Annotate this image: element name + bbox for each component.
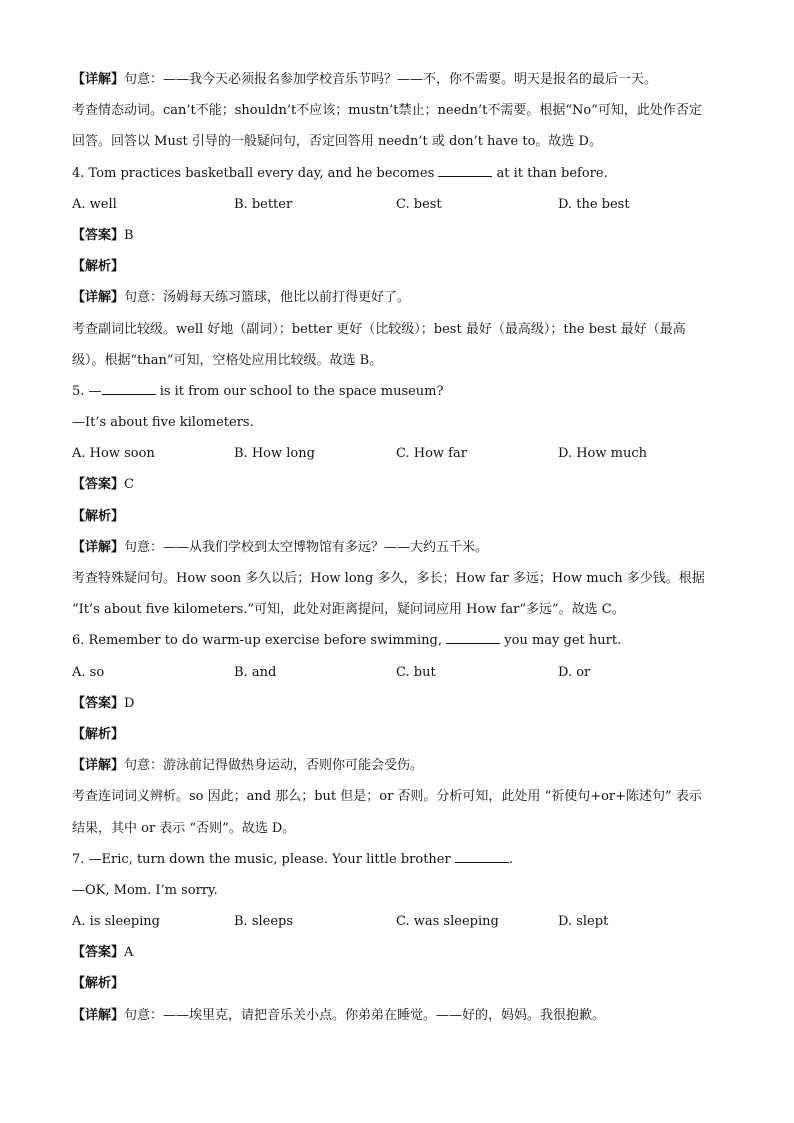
question-5-explanation-1: 考查特殊疑问句。How soon 多久以后；How long 多久，多长；How far 多远；How much 多少钱。根据 bbox=[72, 571, 705, 586]
detail-tag: 【详解】 bbox=[72, 758, 125, 774]
question-4-answer bbox=[72, 220, 724, 251]
detail-tag: 【详解】 bbox=[72, 1007, 125, 1023]
question-6-explanation-2: 结果，其中 or 表示 “否则”。故选 D。 bbox=[72, 820, 296, 836]
answer-blank bbox=[102, 382, 156, 395]
question-7 bbox=[72, 844, 724, 875]
question-4-analysis bbox=[72, 251, 724, 282]
option-b: B. better bbox=[234, 196, 293, 212]
question-6-options bbox=[72, 657, 724, 688]
analysis-tag: 【解析】 bbox=[72, 726, 125, 742]
question-5-reply: —It’s about five kilometers. bbox=[72, 415, 254, 431]
option-c: C. best bbox=[396, 196, 442, 212]
option-b: B. How long bbox=[234, 446, 315, 462]
answer-value: C bbox=[124, 477, 134, 493]
analysis-tag: 【解析】 bbox=[72, 976, 125, 992]
q3-explanation-line-2: 回答。回答以 Must 引导的一般疑问句，否定回答用 needn’t 或 don’t have to。故选 D。 bbox=[72, 134, 602, 150]
answer-value: D bbox=[124, 695, 135, 711]
option-a: A. so bbox=[72, 664, 105, 680]
question-7-stem-end: . bbox=[508, 851, 513, 867]
answer-blank bbox=[446, 631, 500, 644]
answer-value: B bbox=[124, 227, 134, 243]
option-b: B. and bbox=[234, 664, 277, 680]
analysis-tag: 【解析】 bbox=[72, 508, 125, 524]
question-4-stem-end: at it than before. bbox=[496, 165, 608, 181]
option-c: C. How far bbox=[396, 446, 467, 462]
question-6-stem: 6. Remember to do warm-up exercise before swimming, bbox=[72, 633, 442, 649]
question-6-detail bbox=[72, 750, 724, 781]
option-c: C. but bbox=[396, 664, 436, 680]
option-d: D. slept bbox=[558, 914, 609, 930]
question-6-explanation-1: 考查连词词义辨析。so 因此；and 那么；but 但是；or 否则。分析可知，此处用 “祈使句+or+陈述句” 表示 bbox=[72, 789, 702, 805]
question-6-stem-end: you may get hurt. bbox=[504, 633, 622, 649]
question-5 bbox=[72, 376, 724, 407]
question-5-answer bbox=[72, 469, 724, 500]
question-5-stem-end: is it from our school to the space museum? bbox=[159, 383, 444, 399]
answer-blank bbox=[455, 850, 509, 863]
answer-value: A bbox=[124, 945, 134, 961]
document-page bbox=[72, 64, 724, 1031]
question-7-options bbox=[72, 906, 724, 937]
detail-tag: 【详解】 bbox=[72, 539, 125, 555]
question-6-analysis bbox=[72, 719, 724, 750]
answer-tag: 【答案】 bbox=[72, 945, 125, 961]
question-5-analysis bbox=[72, 501, 724, 532]
q3-detail-line bbox=[72, 64, 724, 95]
option-d: D. the best bbox=[558, 196, 630, 212]
detail-text: 句意：游泳前记得做热身运动，否则你可能会受伤。 bbox=[124, 758, 424, 774]
option-a: A. is sleeping bbox=[72, 914, 161, 930]
detail-text: 句意：——我今天必须报名参加学校音乐节吗？——不，你不需要。明天是报名的最后一天。 bbox=[124, 72, 658, 87]
question-4-stem: 4. Tom practices basketball every day, and he becomes bbox=[72, 165, 435, 181]
question-5-stem: 5. — bbox=[72, 383, 102, 399]
option-b: B. sleeps bbox=[234, 914, 294, 930]
option-d: D. or bbox=[558, 664, 591, 680]
question-4-explanation-1: 考查副词比较级。well 好地（副词）；better 更好（比较级）；best 最好（最高级）；the best 最好（最高 bbox=[72, 321, 686, 337]
detail-text: 句意：汤姆每天练习篮球，他比以前打得更好了。 bbox=[124, 290, 411, 306]
question-7-answer bbox=[72, 937, 724, 968]
answer-tag: 【答案】 bbox=[72, 695, 125, 711]
answer-tag: 【答案】 bbox=[72, 227, 125, 243]
option-d: D. How much bbox=[558, 446, 648, 462]
question-7-stem: 7. —Eric, turn down the music, please. Your little brother bbox=[72, 851, 451, 867]
detail-tag: 【详解】 bbox=[72, 290, 125, 306]
answer-blank bbox=[438, 164, 492, 177]
question-5-explanation-2: “It’s about five kilometers.”可知，此处对距离提问，疑问词应用 How far“多远”。故选 C。 bbox=[72, 602, 625, 618]
detail-tag: 【详解】 bbox=[72, 72, 125, 87]
detail-text: 句意：——埃里克，请把音乐关小点。你弟弟在睡觉。——好的，妈妈。我很抱歉。 bbox=[124, 1007, 606, 1023]
question-7-detail bbox=[72, 1000, 724, 1031]
answer-tag: 【答案】 bbox=[72, 477, 125, 493]
option-c: C. was sleeping bbox=[396, 914, 499, 930]
option-a: A. How soon bbox=[72, 446, 155, 462]
question-6 bbox=[72, 625, 724, 656]
question-4-detail bbox=[72, 282, 724, 313]
question-5-detail bbox=[72, 532, 724, 563]
question-6-answer bbox=[72, 688, 724, 719]
question-5-options bbox=[72, 438, 724, 469]
option-a: A. well bbox=[72, 196, 117, 212]
q3-explanation-line-1: 考查情态动词。can’t不能；shouldn’t不应该；mustn’t禁止；needn’t不需要。根据“No”可知，此处作否定 bbox=[72, 103, 702, 119]
question-4-options bbox=[72, 189, 724, 220]
question-4-explanation-2: 级）。根据“than”可知，空格处应用比较级。故选 B。 bbox=[72, 352, 383, 368]
question-7-analysis bbox=[72, 968, 724, 999]
question-7-reply: —OK, Mom. I’m sorry. bbox=[72, 882, 218, 898]
question-4 bbox=[72, 158, 724, 189]
analysis-tag: 【解析】 bbox=[72, 259, 125, 275]
detail-text: 句意：——从我们学校到太空博物馆有多远？——大约五千米。 bbox=[124, 539, 489, 555]
